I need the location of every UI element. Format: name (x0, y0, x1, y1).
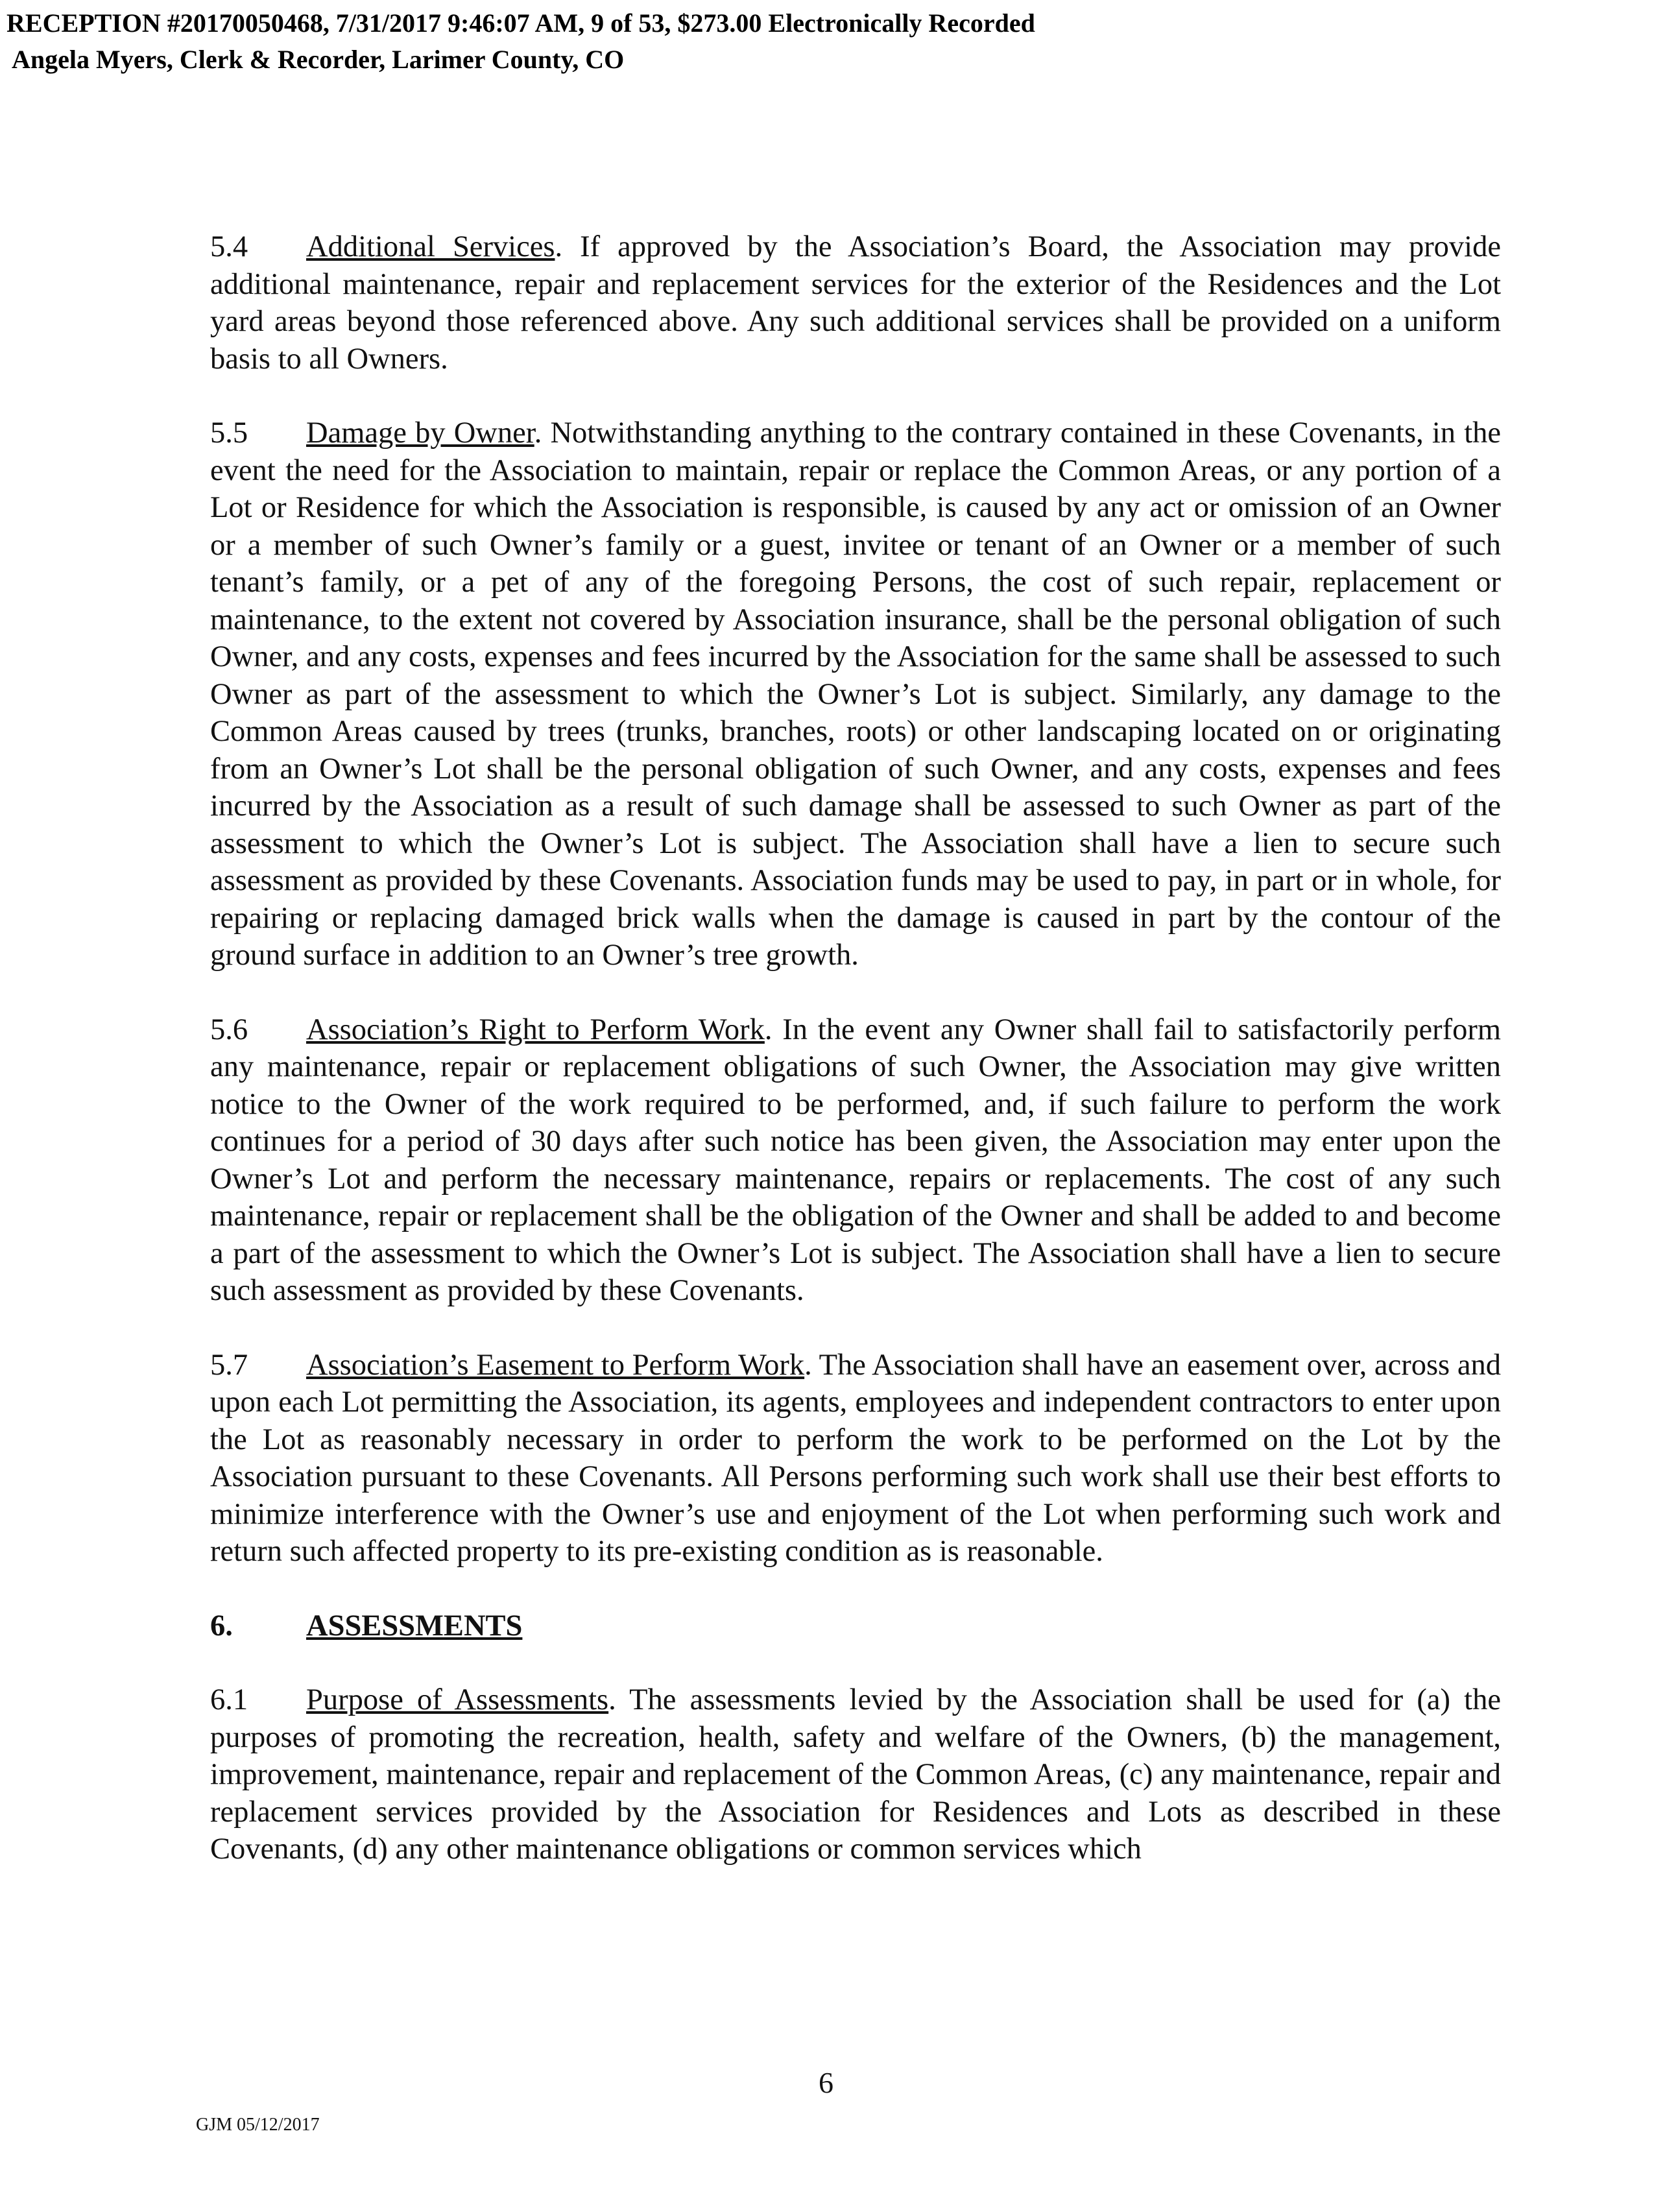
section-number: 5.4 (210, 230, 248, 263)
section-number: 5.5 (210, 416, 248, 450)
recording-stamp (6, 5, 1035, 78)
section-5-5 (210, 415, 1501, 974)
section-5-7 (210, 1347, 1501, 1570)
footer-document-code: GJM 05/12/2017 (196, 2115, 320, 2135)
section-body: . Notwithstanding anything to the contrary contained in these Covenants, in the event the need for the Association to maintain, repair or replace the Common Areas, or any portion of a Lot or Residence for which the Association is responsible, is caused by any act or omission of an Owner or a member of such Owner’s family or a guest, invitee or tenant of an Owner or a member of such tenant’s family, or a pet of any of the foregoing Persons, the cost of such repair, replacement or maintenance, to the extent not covered by Association insurance, shall be the personal obligation of such Owner, and any costs, expenses and fees incurred by the Association for the same shall be assessed to such Owner as part of the assessment to which the Owner’s Lot is subject. Similarly, any damage to the Common Areas caused by trees (trunks, branches, roots) or other landscaping located on or originating from an Owner’s Lot shall be the personal obligation of such Owner, and any costs, expenses and fees incurred by the Association as a result of such damage shall be assessed to such Owner as part of the assessment to which the Owner’s Lot is subject. The Association shall have a lien to secure such assessment as provided by these Covenants. Association funds may be used to pay, in part or in whole, for repairing or replacing damaged brick walls when the damage is caused in part by the contour of the ground surface in addition to an Owner’s tree growth. (210, 416, 1501, 972)
recording-stamp-line-1: RECEPTION #20170050468, 7/31/2017 9:46:07 AM, 9 of 53, $273.00 Electronically Recorded (6, 8, 1035, 38)
section-body: . In the event any Owner shall fail to satisfactorily perform any maintenance, repair or replacement obligations of such Owner, the Association may give written notice to the Owner of the work required to be performed, and, if such failure to perform the work continues for a period of 30 days after such notice has been given, the Association may enter upon the Owner’s Lot and perform the necessary maintenance, repairs or replacements. The cost of any such maintenance, repair or replacement shall be the obligation of the Owner and shall be added to and become a part of the assessment to which the Owner’s Lot is subject. The Association shall have a lien to secure such assessment as provided by these Covenants. (210, 1013, 1502, 1307)
section-body: . The assessments levied by the Association shall be used for (a) the purposes of promoting the recreation, health, safety and welfare of the Owners, (b) the management, improvement, maintenance, repair and replacement of the Common Areas, (c) any maintenance, repair and replacement services provided by the Association for Residences and Lots as described in these Covenants, (d) any other maintenance obligations or common services which (210, 1683, 1501, 1866)
section-number: 5.6 (210, 1013, 248, 1046)
section-5-4 (210, 228, 1501, 378)
recording-stamp-line-2: Angela Myers, Clerk & Recorder, Larimer County, CO (12, 45, 625, 74)
section-5-6 (210, 1011, 1501, 1310)
article-heading-assessments (210, 1607, 1501, 1645)
section-title: Additional Services (306, 230, 555, 263)
page-number: 6 (819, 2066, 833, 2099)
document-body (210, 228, 1501, 1905)
section-6-1 (210, 1681, 1501, 1868)
article-number: 6. (210, 1609, 233, 1642)
section-title: Purpose of Assessments (306, 1683, 609, 1716)
section-number: 5.7 (210, 1348, 248, 1382)
section-title: Association’s Right to Perform Work (306, 1013, 765, 1046)
section-body: . If approved by the Association’s Board, the Association may provide additional maintenance, repair and replacement services for the exterior of the Residences and the Lot yard areas beyond those referenced above. Any such additional services shall be provided on a uniform basis to all Owners. (210, 230, 1501, 376)
section-number: 6.1 (210, 1683, 248, 1716)
section-title: Damage by Owner (306, 416, 534, 450)
section-body: . The Association shall have an easement over, across and upon each Lot permitting the Association, its agents, employees and independent contractors to enter upon the Lot as reasonably necessary in order to perform the work to be performed on the Lot by the Association pursuant to these Covenants. All Persons performing such work shall use their best efforts to minimize interference with the Owner’s use and enjoyment of the Lot when performing such work and return such affected property to its pre-existing condition as is reasonable. (210, 1348, 1502, 1568)
section-title: Association’s Easement to Perform Work (306, 1348, 805, 1382)
article-title: ASSESSMENTS (306, 1609, 523, 1642)
